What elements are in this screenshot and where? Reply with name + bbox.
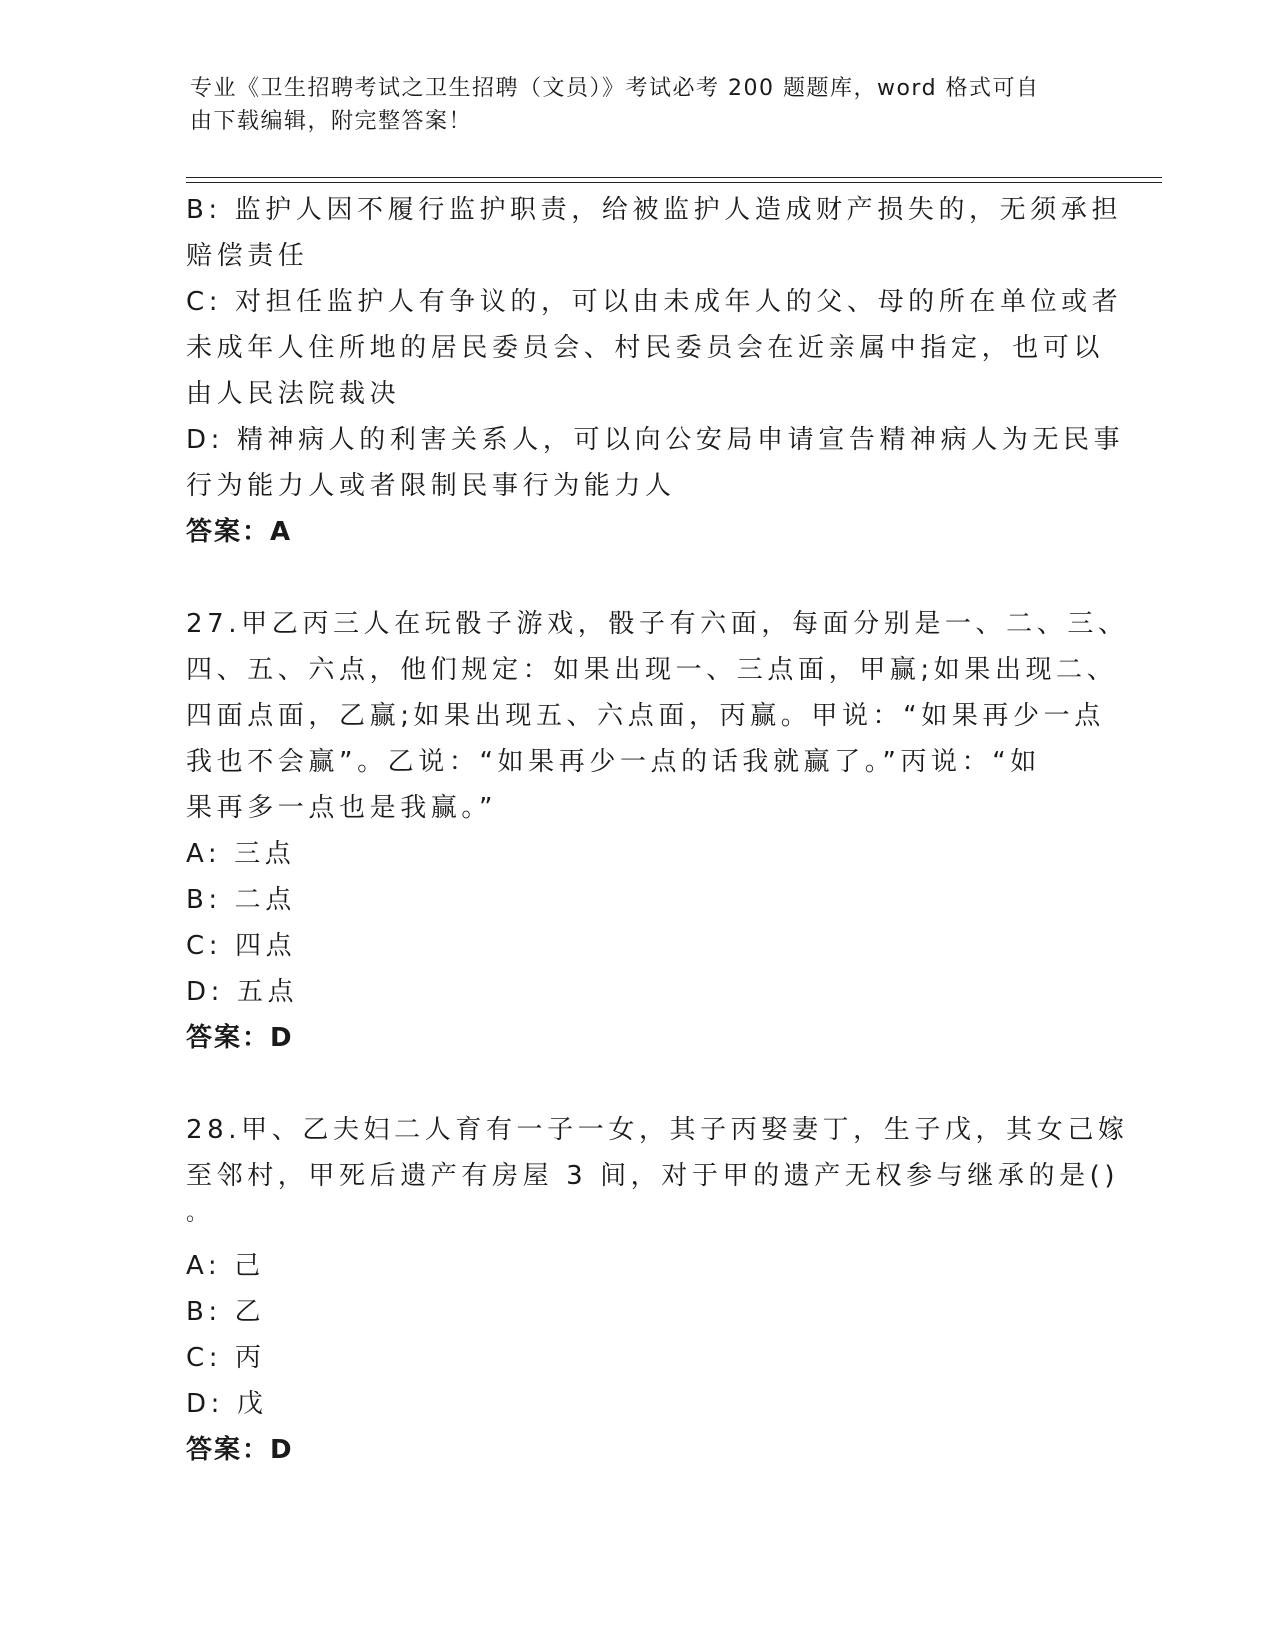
q26-option-b-line-2: 赔偿责任 <box>186 241 309 271</box>
q28-stem-line-2: 至邻村，甲死后遗产有房屋 3 间，对于甲的遗产无权参与继承的是() <box>186 1161 1120 1191</box>
q27-option-b: B: 二点 <box>186 885 296 915</box>
spacer <box>186 1229 1086 1243</box>
q26-answer: 答案：A <box>186 517 293 547</box>
header-line-2: 由下载编辑，附完整答案！ <box>190 109 473 134</box>
q26-option-d-line-2: 行为能力人或者限制民事行为能力人 <box>186 471 676 501</box>
question-content <box>186 187 1129 1473</box>
question-28-block <box>186 1107 1129 1473</box>
document-header <box>190 72 1070 138</box>
q27-answer: 答案：D <box>186 1023 294 1053</box>
q28-option-c: C: 丙 <box>186 1343 266 1373</box>
q28-option-a: A: 己 <box>186 1251 265 1281</box>
q27-stem-line-4: 我也不会赢”。乙说：“如果再少一点的话我就赢了。”丙说：“如 <box>186 747 1041 777</box>
question-26-block <box>186 187 1125 555</box>
q28-option-d: D: 戊 <box>186 1389 268 1419</box>
q27-stem-line-1: 27.甲乙丙三人在玩骰子游戏，骰子有六面，每面分别是一、二、三、 <box>186 609 1129 639</box>
q26-option-c-line-3: 由人民法院裁决 <box>186 379 401 409</box>
q28-stem-line-3: 。 <box>186 1201 209 1226</box>
q27-stem-line-3: 四面点面，乙赢;如果出现五、六点面，丙赢。甲说：“如果再少一点 <box>186 701 1105 731</box>
q27-option-c: C: 四点 <box>186 931 297 961</box>
header-divider-top <box>186 177 1162 178</box>
q26-option-b-line-1: B: 监护人因不履行监护职责，给被监护人造成财产损失的，无须承担 <box>186 195 1123 225</box>
q28-option-b: B: 乙 <box>186 1297 266 1327</box>
header-line-1: 专业《卫生招聘考试之卫生招聘（文员）》考试必考 200 题题库，word 格式可自 <box>190 76 1040 101</box>
q26-option-c-line-1: C: 对担任监护人有争议的，可以由未成年人的父、母的所在单位或者 <box>186 287 1123 317</box>
question-27-block <box>186 601 1129 1061</box>
q27-stem-line-5: 果再多一点也是我赢。” <box>186 793 498 823</box>
spacer <box>186 555 1086 601</box>
q28-answer: 答案：D <box>186 1435 294 1465</box>
q26-option-d-line-1: D: 精神病人的利害关系人，可以向公安局申请宣告精神病人为无民事 <box>186 425 1125 455</box>
q27-stem-line-2: 四、五、六点，他们规定：如果出现一、三点面，甲赢;如果出现二、 <box>186 655 1118 685</box>
q26-option-c-line-2: 未成年人住所地的居民委员会、村民委员会在近亲属中指定，也可以 <box>186 333 1105 363</box>
header-divider-bottom <box>186 182 1162 183</box>
q27-option-d: D: 五点 <box>186 977 299 1007</box>
q28-stem-line-1: 28.甲、乙夫妇二人育有一子一女，其子丙娶妻丁，生子戊，其女己嫁 <box>186 1115 1129 1145</box>
q27-option-a: A: 三点 <box>186 839 296 869</box>
spacer <box>186 1061 1086 1107</box>
